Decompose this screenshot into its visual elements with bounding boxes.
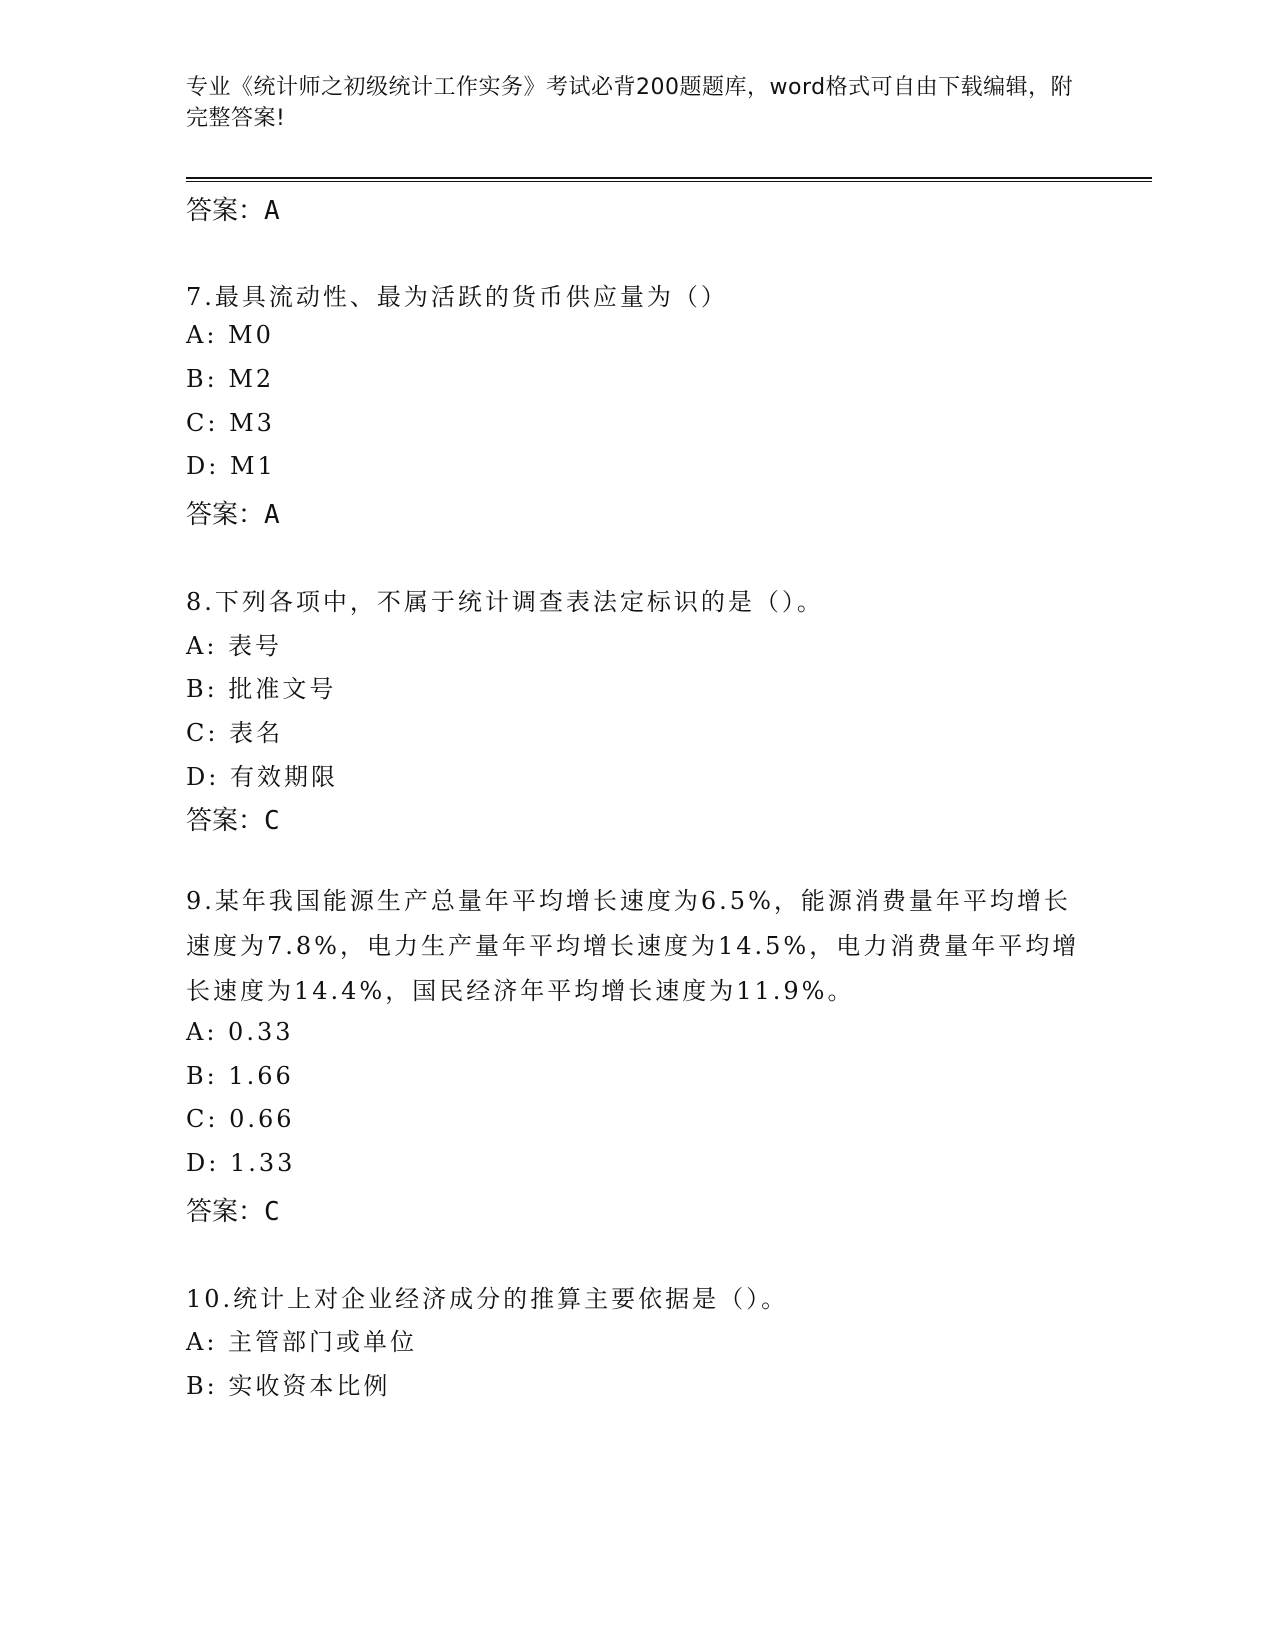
question-7-option-b: B: M2 (186, 365, 275, 393)
question-8-option-a: A: 表号 (186, 632, 283, 660)
answer-value: C (264, 1197, 280, 1227)
header-divider (186, 177, 1152, 182)
question-9-option-a: A: 0.33 (186, 1018, 294, 1046)
question-7-option-d: D: M1 (186, 452, 276, 480)
answer-label: 答案： (186, 500, 265, 530)
question-7-option-c: C: M3 (186, 409, 275, 437)
question-9-option-d: D: 1.33 (186, 1149, 296, 1177)
question-7-option-a: A: M0 (186, 321, 274, 349)
question-10-stem: 10.统计上对企业经济成分的推算主要依据是（）。 (186, 1285, 789, 1313)
question-7-answer (186, 494, 280, 531)
answer-value: C (264, 806, 280, 836)
answer-label: 答案： (186, 196, 265, 226)
document-header: 专业《统计师之初级统计工作实务》考试必背200题题库，word格式可自由下载编辑，附完整答案! (186, 75, 1074, 131)
answer-value: A (264, 196, 280, 226)
question-9-option-c: C: 0.66 (186, 1105, 295, 1133)
answer-label: 答案： (186, 1197, 265, 1227)
question-8-option-d: D: 有效期限 (186, 763, 338, 791)
question-8-option-b: B: 批准文号 (186, 675, 337, 703)
question-9-option-b: B: 1.66 (186, 1062, 294, 1090)
question-8-answer (186, 800, 280, 837)
answer-value: A (264, 500, 280, 530)
previous-answer (186, 190, 280, 227)
question-7-stem: 7.最具流动性、最为活跃的货币供应量为（） (186, 283, 728, 311)
question-8-option-c: C: 表名 (186, 719, 284, 747)
question-10-option-a: A: 主管部门或单位 (186, 1328, 418, 1356)
question-9-answer (186, 1191, 280, 1228)
question-10-option-b: B: 实收资本比例 (186, 1372, 391, 1400)
answer-label: 答案： (186, 806, 265, 836)
question-9-stem: 9.某年我国能源生产总量年平均增长速度为6.5%，能源消费量年平均增长速度为7.8%，电力生产量年平均增长速度为14.5%，电力消费量年平均增长速度为14.4%，国民经济年平均增长速度为11.9%。 (186, 887, 1080, 1005)
question-8-stem: 8.下列各项中，不属于统计调查表法定标识的是（）。 (186, 588, 824, 616)
